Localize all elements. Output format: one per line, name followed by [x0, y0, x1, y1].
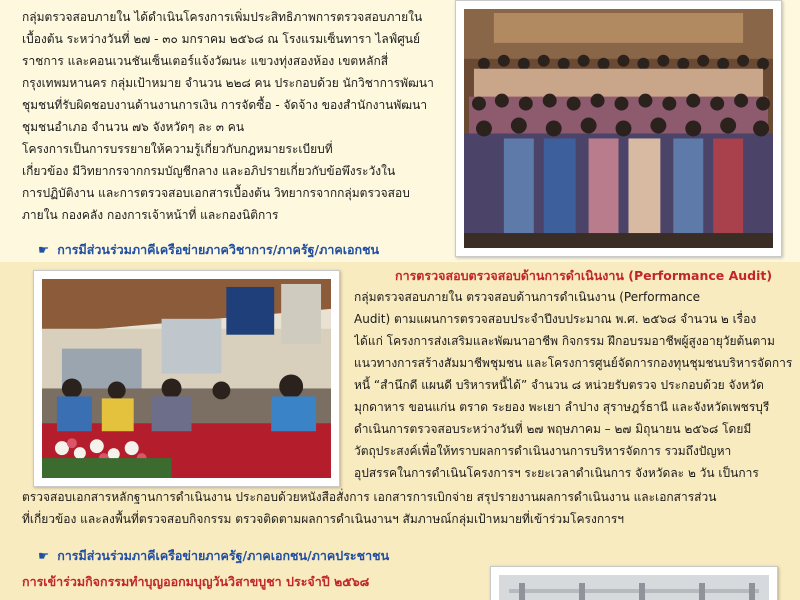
text-line: ดำเนินการตรวจสอบระหว่างวันที่ ๒๗ พฤษภาคม – ๒๗ มิถุนายน ๒๕๖๘ โดยมี — [354, 422, 752, 436]
text-line: เบื้องต้น ระหว่างวันที่ ๒๗ - ๓๐ มกราคม ๒๕๖๘ ณ โรงแรมเซ็นทารา ไลฟ์ศูนย์ — [22, 32, 421, 46]
event-photo-frame — [33, 270, 340, 487]
text-line: อุปสรรคในการดำเนินโครงการฯ ระยะเวลาดำเนินการ จังหวัดละ ๒ วัน เป็นการ — [354, 466, 759, 480]
text-line: ชุมชนอำเภอ จำนวน ๗๖ จังหวัดๆ ละ ๓ คน — [22, 120, 245, 134]
text-line: ที่เกี่ยวข้อง และลงพื้นที่ตรวจสอบกิจกรรม ตรวจติดตามผลการดำเนินงานฯ สัมภาษณ์กลุ่มเป้าหมายที่เข้าร่วมโครงการฯ — [22, 512, 625, 526]
text-line: กรุงเทพมหานคร กลุ่มเป้าหมาย จำนวน ๒๒๘ คน ประกอบด้วย นักวิชาการพัฒนา — [22, 76, 434, 90]
performance-audit-continuation — [22, 486, 794, 530]
text-line: กลุ่มตรวจสอบภายใน ตรวจสอบด้านการดำเนินงาน (Performance — [354, 290, 700, 304]
training-project-paragraph — [22, 6, 440, 226]
group-photo — [464, 9, 773, 248]
text-line: ตรวจสอบเอกสารหลักฐานการดำเนินงาน ประกอบด้วยหนังสือสั่งการ เอกสารการเบิกจ่าย สรุปรายงานผลการดำเนินงาน และเอกสารส่วน — [22, 490, 717, 504]
ceremony-photo-frame — [490, 566, 778, 600]
pointing-hand-icon: ☛ — [38, 548, 50, 563]
text-line: การปฏิบัติงาน และการตรวจสอบเอกสารเบื้องต้น วิทยากรจากกลุ่มตรวจสอบ — [22, 186, 410, 200]
text-line: แนวทางการสร้างสัมมาชีพชุมชน และโครงการศูนย์จัดการกองทุนชุมชนบริหารจัดการ — [354, 356, 793, 370]
text-line: โครงการเป็นการบรรยายให้ความรู้เกี่ยวกับกฎหมายระเบียบที่ — [22, 142, 333, 156]
text-line: มุกดาหาร ขอนแก่น ตราด ระยอง พะเยา ลำปาง สุราษฎร์ธานี และจังหวัดเพชรบุรี — [354, 400, 770, 414]
text-line: ได้แก่ โครงการส่งเสริมและพัฒนาอาชีพ กิจกรรม ฝึกอบรมอาชีพผู้สูงอายุวัยต้นตาม — [354, 334, 775, 348]
ceremony-photo — [499, 575, 769, 600]
text-line: กลุ่มตรวจสอบภายใน ได้ดำเนินโครงการเพิ่มประสิทธิภาพการตรวจสอบภายใน — [22, 10, 423, 24]
event-photo — [42, 279, 331, 478]
performance-audit-paragraph — [354, 286, 794, 484]
text-line: ชุมชนที่รับผิดชอบงานด้านงานการเงิน การจัดซื้อ - จัดจ้าง ของสำนักงานพัฒนา — [22, 98, 428, 112]
performance-audit-title: การตรวจสอบตรวจสอบด้านการดำเนินงาน (Performance Audit) — [395, 268, 773, 283]
network-heading-academic: ☛ การมีส่วนร่วมภาคีเครือข่ายภาควิชาการ/ภาครัฐ/ภาคเอกชน — [38, 242, 380, 257]
pointing-hand-icon: ☛ — [38, 242, 50, 257]
text-line: หนี้ “สำนึกดี แผนดี บริหารหนี้ได้” จำนวน ๘ หน่วยรับตรวจ ประกอบด้วย จังหวัด — [354, 378, 764, 392]
text-line: ภายใน กองคลัง กองการเจ้าหน้าที่ และกองนิติการ — [22, 208, 279, 222]
text-line: เกี่ยวข้อง มีวิทยากรจากกรมบัญชีกลาง และอภิปรายเกี่ยวกับข้อพึงระวังใน — [22, 164, 396, 178]
network-heading-public: ☛ การมีส่วนร่วมภาคีเครือข่ายภาครัฐ/ภาคเอกชน/ภาคประชาชน — [38, 548, 390, 563]
visakha-bucha-title: การเข้าร่วมกิจกรรมทำบุญออกมบุญวันวิสาขบูชา ประจำปี ๒๕๖๘ — [22, 574, 370, 589]
text-line: วัตถุประสงค์เพื่อให้ทราบผลการดำเนินงานการบริหารจัดการ รวมถึงปัญหา — [354, 444, 732, 458]
group-photo-frame — [455, 0, 782, 257]
text-line: Audit) ตามแผนการตรวจสอบประจำปีงบประมาณ พ.ศ. ๒๕๖๘ จำนวน ๒ เรื่อง — [354, 312, 757, 326]
text-line: ราชการ และคอนเวนชันเซ็นเตอร์แจ้งวัฒนะ แขวงทุ่งสองห้อง เขตหลักสี่ — [22, 54, 389, 68]
